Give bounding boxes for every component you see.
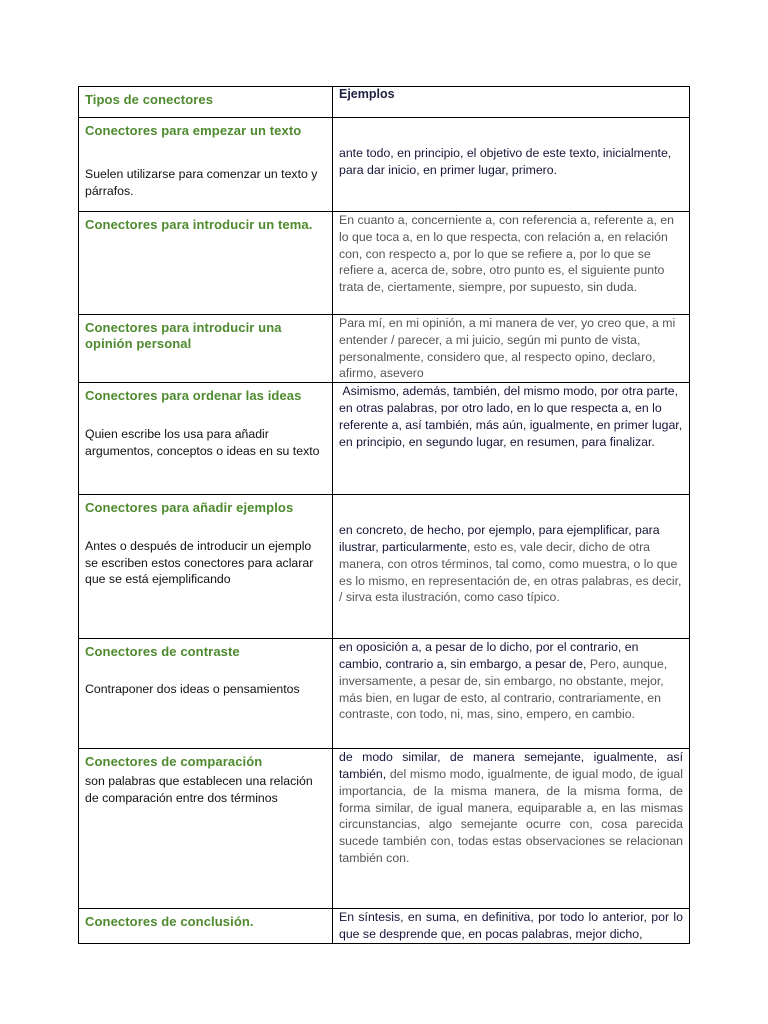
connector-type-description: son palabras que establecen una relación de comparación entre dos términos xyxy=(85,774,313,805)
examples-cell xyxy=(333,909,690,944)
table-row xyxy=(79,383,690,495)
examples-dark-part: en oposición a, a pesar de lo dicho, por el contrario, en cambio, contrario a, sin embargo, a pesar de, xyxy=(339,640,642,671)
examples-dark-part: de modo similar, de manera semejante, igualmente, así también, xyxy=(339,750,687,781)
type-cell xyxy=(79,639,333,749)
examples-text: En síntesis, en suma, en definitiva, por todo lo anterior, por lo que se desprende que, en pocas palabras, mejor dicho, xyxy=(339,910,683,941)
connector-type-title: Conectores para introducir una opinión personal xyxy=(85,320,282,351)
table-row xyxy=(79,749,690,909)
header-cell-types xyxy=(79,87,333,118)
examples-text: Para mí, en mi opinión, a mi manera de ver, yo creo que, a mi entender / parecer, a mi juicio, según mi punto de vista, personalmente, considero que, al respecto opino, declaro, afirmo, asevero xyxy=(339,316,676,381)
examples-cell xyxy=(333,383,690,495)
connector-type-title: Conectores de contraste xyxy=(85,644,240,660)
connector-type-title: Conectores de conclusión. xyxy=(85,914,254,930)
type-cell xyxy=(79,749,333,909)
connectors-table xyxy=(78,86,690,944)
column-header-examples: Ejemplos xyxy=(339,87,395,101)
examples-cell xyxy=(333,639,690,749)
table-row xyxy=(79,118,690,212)
type-cell xyxy=(79,495,333,639)
type-cell xyxy=(79,315,333,383)
examples-gray-part: del mismo modo, igualmente, de igual modo, de igual importancia, de la misma manera, de la misma forma, de forma similar, de igual manera, equiparable a, en las mismas circunstancias, algo semejante ocurre con, cosa parecida sucede también con, todas estas observaciones se relacionan también con. xyxy=(339,766,687,865)
connector-type-title: Conectores de comparación xyxy=(85,754,263,770)
connector-type-description: Suelen utilizarse para comenzar un texto y párrafos. xyxy=(85,167,318,198)
type-cell xyxy=(79,118,333,212)
column-header-types: Tipos de conectores xyxy=(85,92,214,107)
examples-dark-part: en concreto, de hecho, por ejemplo, para ejemplificar, para ilustrar, particularmente xyxy=(339,523,660,554)
header-cell-examples xyxy=(333,87,690,118)
examples-text: En cuanto a, concerniente a, con referencia a, referente a, en lo que toca a, en lo que respecta, con relación a, en relación con, con respecto a, por lo que se refiere a, por lo que se refiere a, acerca de, sobre, otro punto es, el siguiente punto trata de, ciertamente, siempre, por supuesto, sin duda. xyxy=(339,213,674,295)
examples-text xyxy=(339,522,683,606)
connector-type-title: Conectores para ordenar las ideas xyxy=(85,388,302,404)
examples-cell xyxy=(333,749,690,909)
type-cell xyxy=(79,909,333,944)
examples-text: ante todo, en principio, el objetivo de este texto, inicialmente, para dar inicio, en primer lugar, primero. xyxy=(339,146,672,177)
examples-text xyxy=(339,639,683,723)
connector-type-title: Conectores para añadir ejemplos xyxy=(85,500,294,516)
examples-cell xyxy=(333,212,690,315)
connector-type-title: Conectores para introducir un tema. xyxy=(85,217,313,232)
table-header-row xyxy=(79,87,690,118)
table-row xyxy=(79,639,690,749)
type-cell xyxy=(79,383,333,495)
connector-type-title: Conectores para empezar un texto xyxy=(85,123,302,138)
examples-cell xyxy=(333,495,690,639)
examples-text: Asimismo, además, también, del mismo modo, por otra parte, en otras palabras, por otro lado, en lo que respecta a, en lo referente a, así también, más aún, igualmente, en primer lugar, en principio, en segundo lugar, en resumen, para finalizar. xyxy=(339,384,686,449)
examples-cell xyxy=(333,315,690,383)
connector-type-description: Contraponer dos ideas o pensamientos xyxy=(85,682,300,697)
type-cell xyxy=(79,212,333,315)
connector-type-description: Antes o después de introducir un ejemplo se escriben estos conectores para aclarar que se está ejemplificando xyxy=(85,539,314,587)
table-row xyxy=(79,315,690,383)
table-row xyxy=(79,909,690,944)
examples-cell xyxy=(333,118,690,212)
table-row xyxy=(79,212,690,315)
examples-gray-part: Pero, aunque, inversamente, a pesar de, sin embargo, no obstante, mejor, más bien, en lugar de esto, al contrario, contrariamente, en contraste, con todo, ni, mas, sino, empero, en cambio. xyxy=(339,656,671,722)
examples-text xyxy=(339,749,687,867)
examples-gray-part: , esto es, vale decir, dicho de otra manera, con otros términos, tal como, como muestra, o lo que es lo mismo, en representación de, en otras palabras, es decir, / sirva esta ilustración, como caso típico. xyxy=(339,539,682,605)
connector-type-description: Quien escribe los usa para añadir argumentos, conceptos o ideas en su texto xyxy=(85,427,320,458)
table-row xyxy=(79,495,690,639)
